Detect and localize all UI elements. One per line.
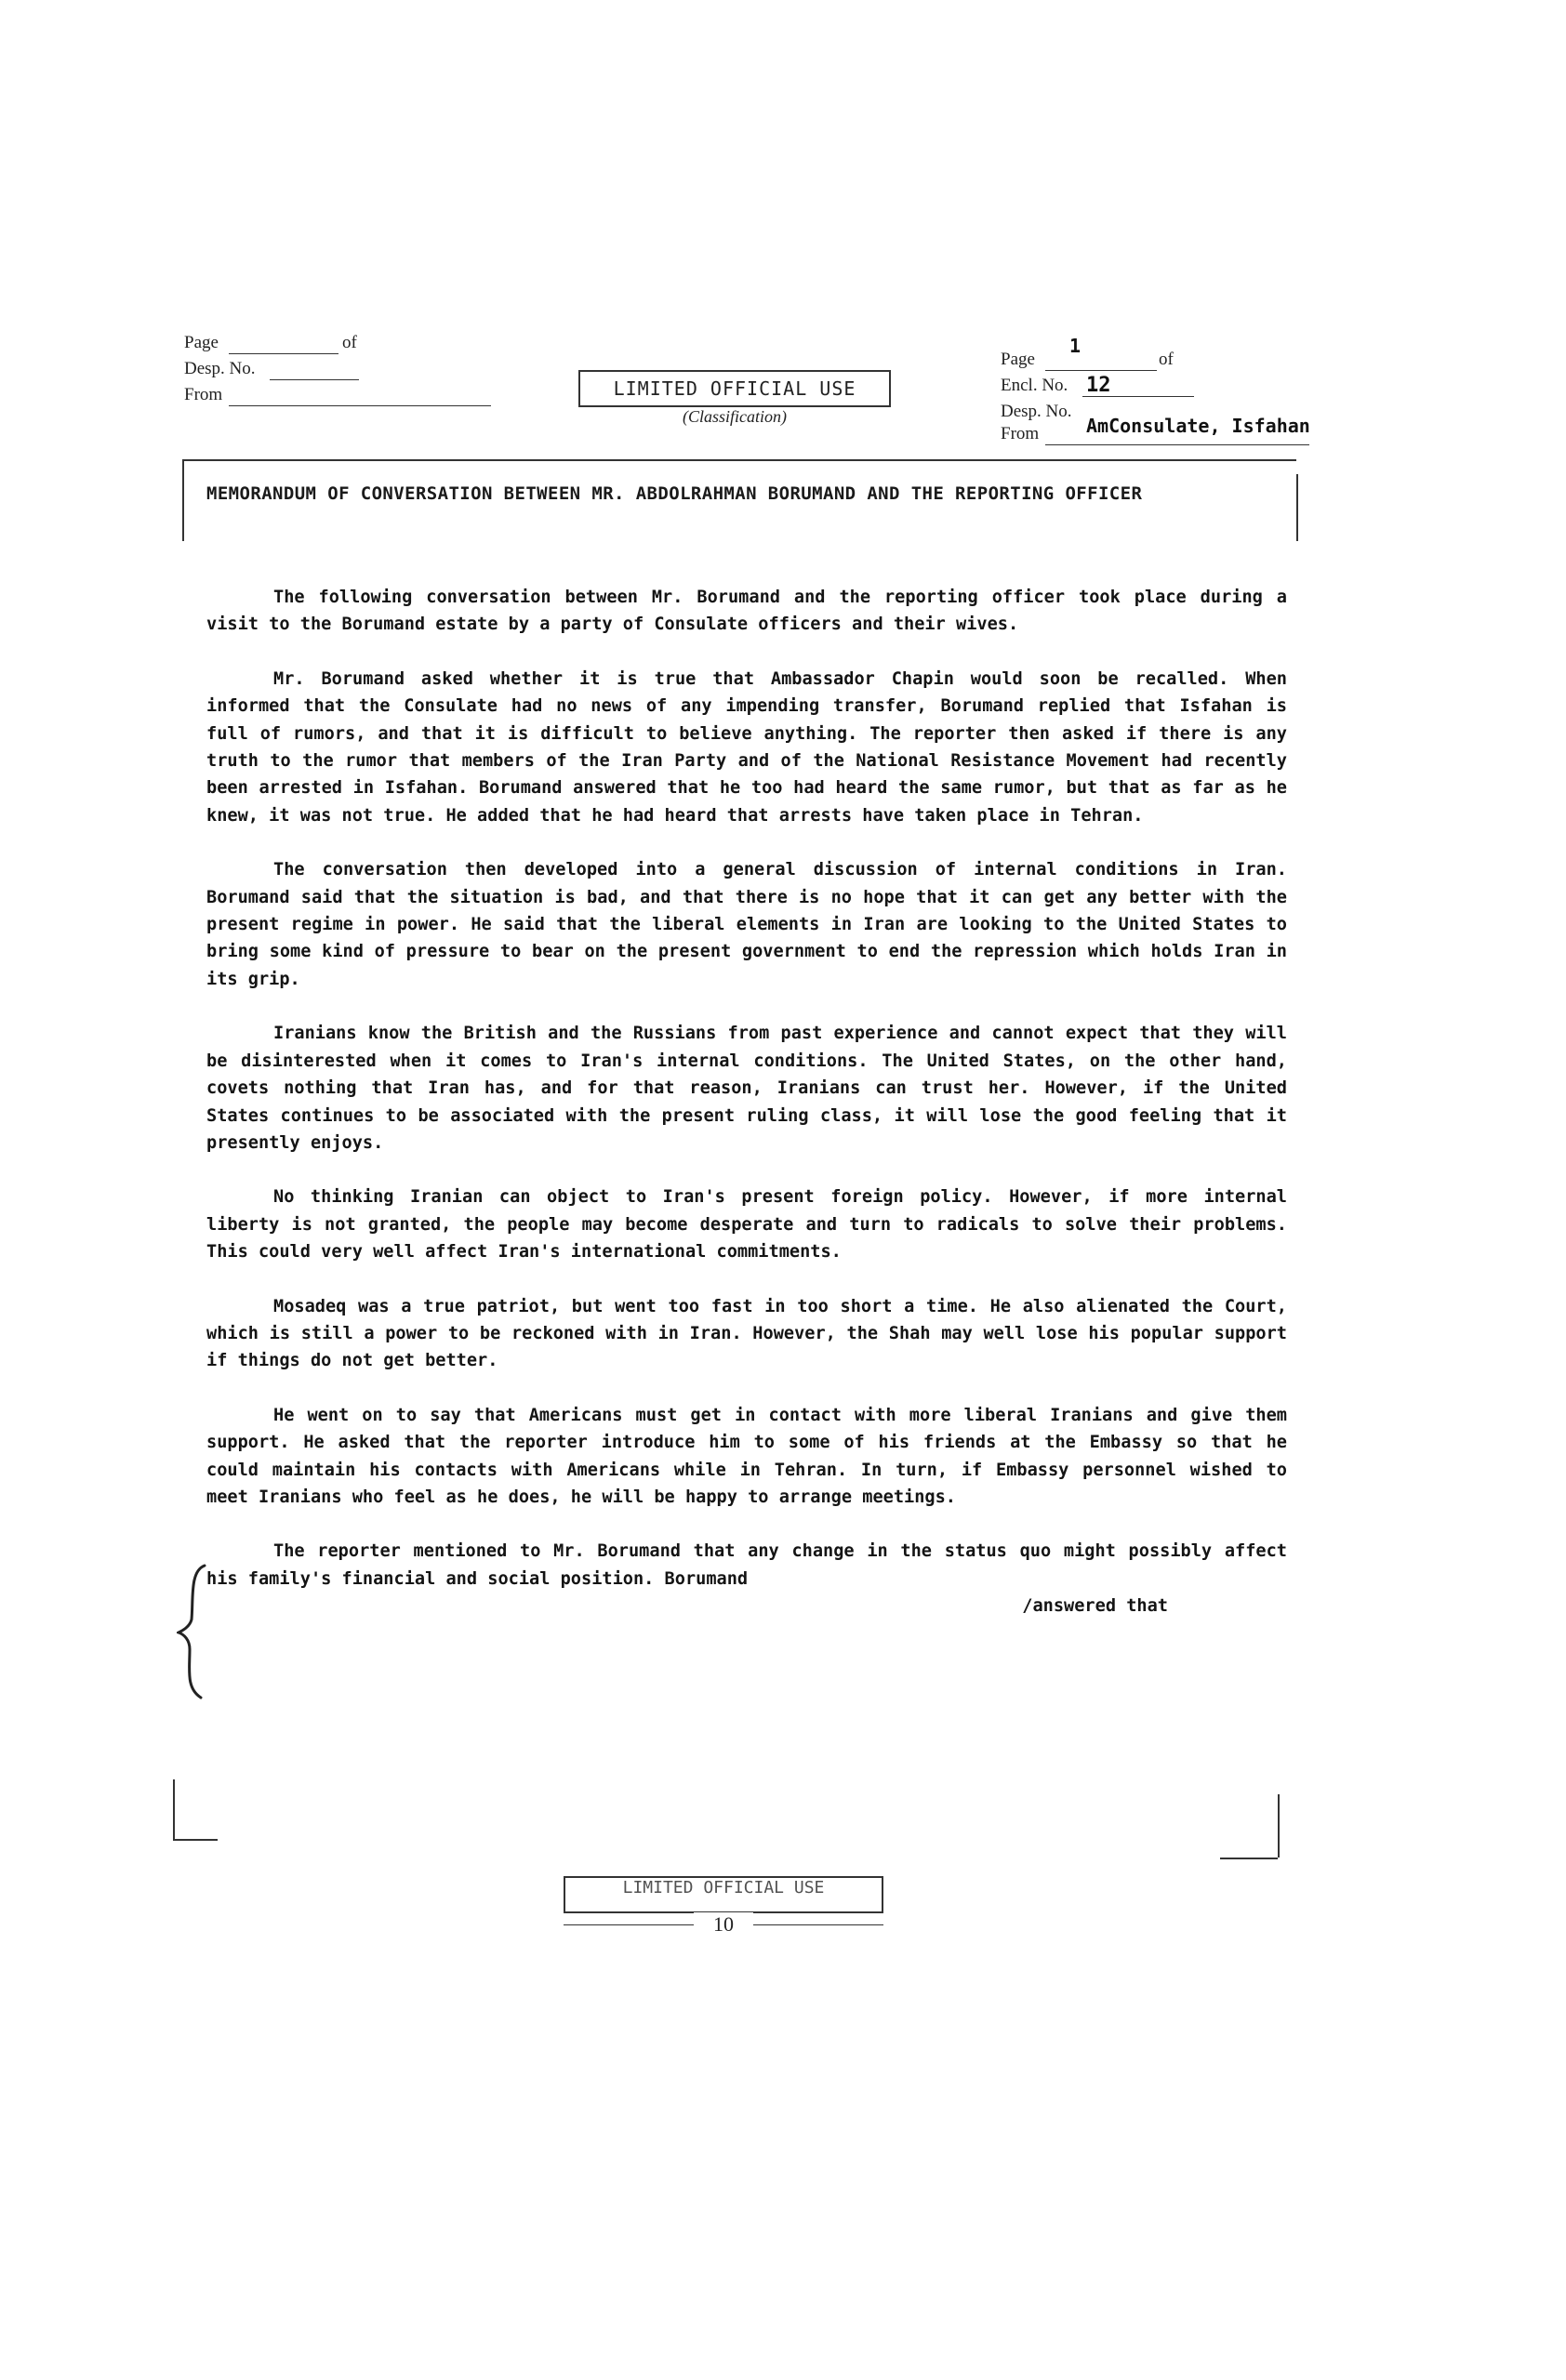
right-desp-label: Desp. No. — [1001, 402, 1072, 421]
right-page-label: Page — [1001, 350, 1035, 369]
left-of-label: of — [342, 333, 357, 352]
bottom-bracket-right-foot — [1220, 1858, 1278, 1859]
left-desp-line — [270, 379, 359, 380]
right-from-value: AmConsulate, Isfahan — [1086, 415, 1310, 437]
classification-text: LIMITED OFFICIAL USE — [613, 377, 856, 400]
left-page-line — [229, 353, 338, 354]
right-of-label: of — [1159, 350, 1174, 369]
classification-caption: (Classification) — [683, 407, 787, 426]
bottom-bracket-right — [1278, 1794, 1280, 1858]
paragraph-3: The conversation then developed into a general discussion of internal conditions in Iran. Borumand said that the situation is bad, and that there is no hope that it can get any better with the present regime in power. He said that the liberal elements in Iran are looking to the United States to bring some kind of pressure to bear on the present government to end the repression which holds Iran in its grip. — [206, 860, 1287, 989]
handwritten-brace-mark — [177, 1562, 210, 1701]
left-desp-label: Desp. No. — [184, 359, 256, 378]
subject-bracket-right — [1296, 474, 1298, 541]
left-from-label: From — [184, 385, 223, 404]
classification-box — [578, 370, 891, 407]
paragraph-5: No thinking Iranian can object to Iran's present foreign policy. However, if more internal liberty is not granted, the people may become desperate and turn to radicals to solve their problems. This could very well affect Iran's international commitments. — [206, 1187, 1287, 1263]
right-page-value: 1 — [1069, 335, 1082, 357]
footer-classification-text: LIMITED OFFICIAL USE — [622, 1878, 825, 1897]
right-from-label: From — [1001, 424, 1040, 443]
left-page-label: Page — [184, 333, 219, 352]
subject-bracket-left — [182, 459, 184, 541]
paragraph-7: He went on to say that Americans must get in contact with more liberal Iranians and give them support. He asked that the reporter introduce him to some of his friends at the Embassy so that he could maintain his contacts with Americans while in Tehran. In turn, if Embassy personnel wished to meet Iranians who feel as he does, he will be happy to arrange meetings. — [206, 1405, 1287, 1507]
continuation-note: /answered that — [1022, 1596, 1168, 1617]
right-encl-label: Encl. No. — [1001, 376, 1068, 395]
left-from-line — [229, 405, 491, 406]
subject-bracket-top — [182, 459, 1296, 461]
paragraph-8: The reporter mentioned to Mr. Borumand that any change in the status quo might possibly affect his family's financial and social position. Borumand — [206, 1541, 1287, 1589]
right-from-line — [1045, 444, 1309, 445]
footer-page-number: 10 — [694, 1912, 753, 1937]
footer-classification-box — [564, 1876, 883, 1913]
bottom-bracket-left-foot — [173, 1839, 218, 1841]
memo-subject: MEMORANDUM OF CONVERSATION BETWEEN MR. ABDOLRAHMAN BORUMAND AND THE REPORTING OFFICER — [206, 483, 1143, 504]
paragraph-4: Iranians know the British and the Russians from past experience and cannot expect that they will be disinterested when it comes to Iran's internal conditions. The United States, on the other hand, covets nothing that Iran has, and for that reason, Iranians can trust her. However, if the United States continues to be associated with the present ruling class, it will lose the good feeling that it presently enjoys. — [206, 1024, 1287, 1153]
paragraph-2: Mr. Borumand asked whether it is true that Ambassador Chapin would soon be recalled. When informed that the Consulate had no news of any impending transfer, Borumand replied that Isfahan is full of rumors, and that it is difficult to believe anything. The reporter then asked if there is any truth to the rumor that members of the Iran Party and of the National Resistance Movement had recently been arrested in Isfahan. Borumand answered that he too had heard the same rumor, but that as far as he knew, it was not true. He added that he had heard that arrests have taken place in Tehran. — [206, 668, 1287, 826]
right-encl-value: 12 — [1086, 374, 1111, 397]
bottom-bracket-left — [173, 1779, 175, 1839]
memo-body — [206, 584, 1287, 1620]
paragraph-6: Mosadeq was a true patriot, but went too fast in too short a time. He also alienated the Court, which is still a power to be reckoned with in Iran. However, the Shah may well lose his popular support if things do not get better. — [206, 1296, 1287, 1371]
paragraph-1: The following conversation between Mr. Borumand and the reporting officer took place during a visit to the Borumand estate by a party of Consulate officers and their wives. — [206, 588, 1287, 635]
right-page-line — [1045, 370, 1157, 371]
